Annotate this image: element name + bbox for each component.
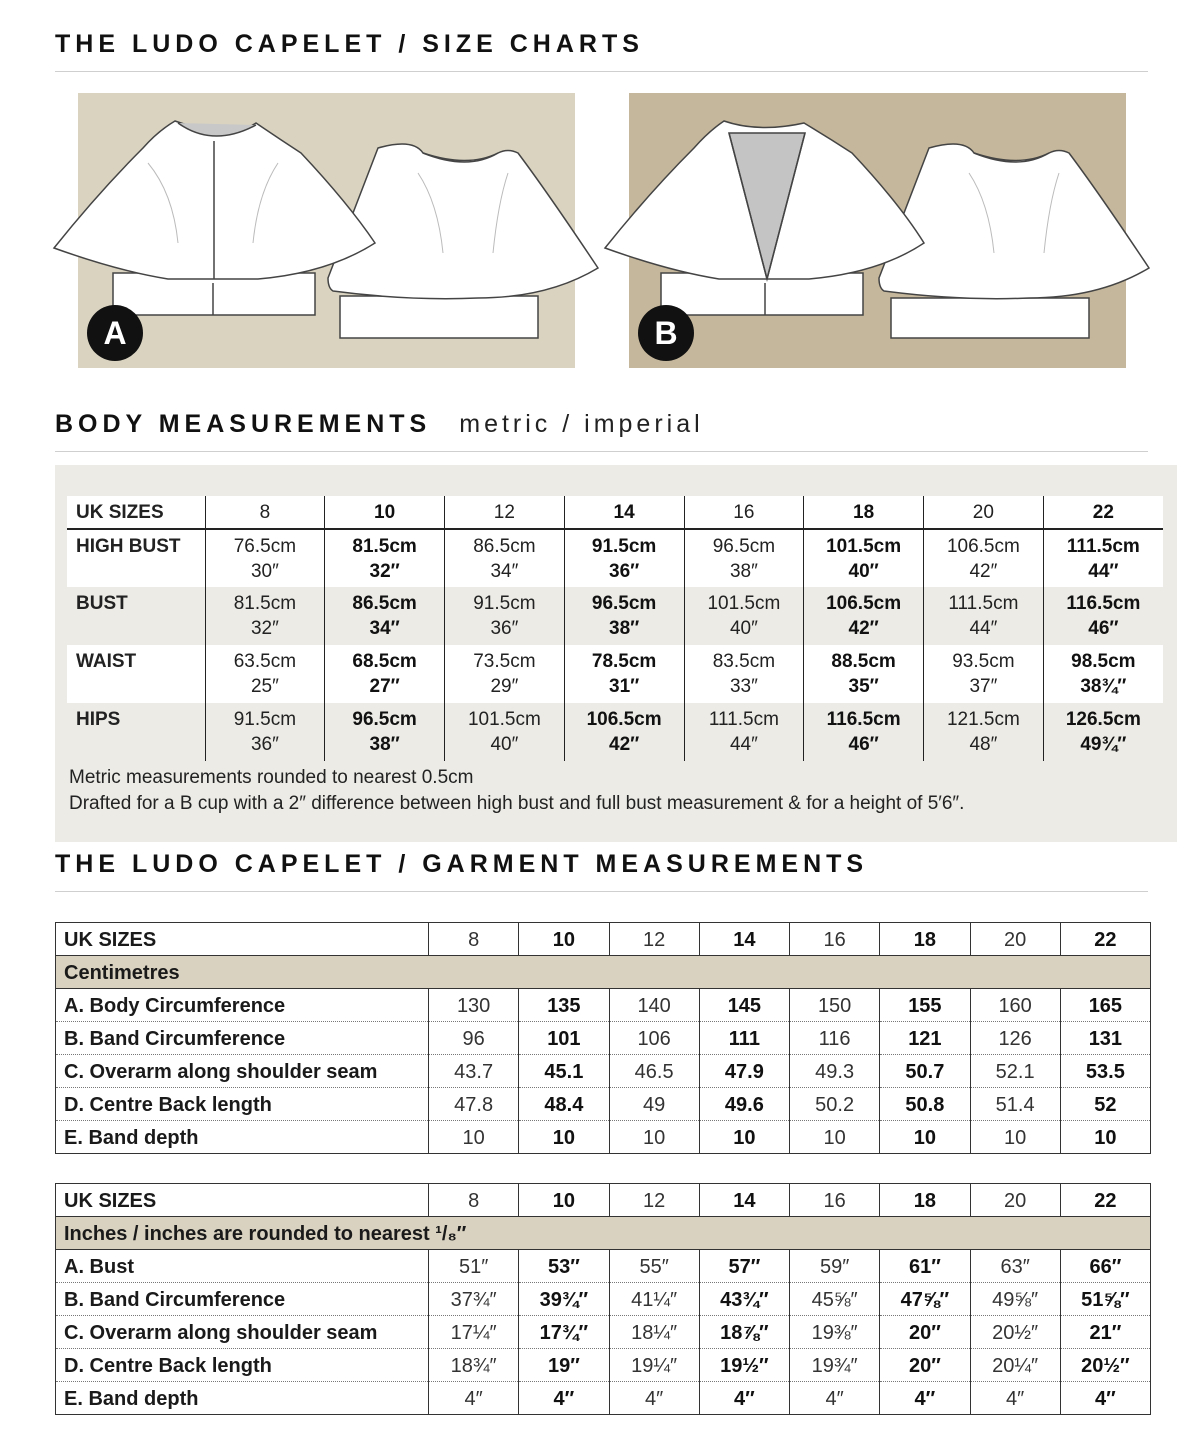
garment-measurement-row [56,1316,1151,1349]
imperial-value: 42″ [969,561,998,582]
measurement-cell [804,529,924,587]
size-header-cell: 14 [564,496,684,529]
measurement-value: 19¾″ [790,1349,880,1382]
measurement-value: 52.1 [970,1055,1060,1088]
measurement-value: 10 [519,1121,609,1154]
measurement-cell [325,587,445,645]
metric-value: 68.5cm [352,651,417,672]
unit-label: Centimetres [56,956,1151,989]
measurement-value: 43.7 [429,1055,519,1088]
size-header-cell: 20 [970,1184,1060,1217]
unit-label: Inches / inches are rounded to nearest ¹/₈″ [56,1217,1151,1250]
measurement-value: 150 [790,989,880,1022]
measurement-value: 140 [609,989,699,1022]
metric-value: 101.5cm [467,709,541,730]
measurement-cell [564,587,684,645]
measurement-value: 63″ [970,1250,1060,1283]
measurement-label: C. Overarm along shoulder seam [56,1316,429,1349]
measurement-value: 49 [609,1088,699,1121]
measurement-value: 20″ [880,1316,970,1349]
imperial-value: 46″ [1088,618,1119,639]
garment-measurements-heading: THE LUDO CAPELET / GARMENT MEASUREMENTS [55,850,869,878]
measurement-value: 47.8 [429,1088,519,1121]
body-measurements-panel [55,465,1177,842]
body-measurement-row [67,529,1163,587]
garment-measurement-row [56,1055,1151,1088]
measurement-cell [924,645,1044,703]
measurement-cell [325,645,445,703]
garment-measurement-row [56,989,1151,1022]
imperial-value: 34″ [369,618,400,639]
unit-row [56,1217,1151,1250]
size-header-cell: 12 [445,496,565,529]
metric-value: 76.5cm [233,536,297,557]
measurement-label: B. Band Circumference [56,1283,429,1316]
size-header-cell: 16 [684,496,804,529]
size-header-cell: 12 [609,923,699,956]
metric-value: 86.5cm [473,536,536,557]
measurement-value: 59″ [790,1250,880,1283]
units-label: metric / imperial [459,410,704,438]
imperial-value: 32″ [250,618,279,639]
metric-value: 86.5cm [352,593,417,614]
metric-value: 91.5cm [591,536,657,557]
imperial-value: 49¾″ [1080,734,1127,755]
size-header-cell: 22 [1043,496,1163,529]
measurement-value: 121 [880,1022,970,1055]
garment-sizes-header-row [56,923,1151,956]
measurement-value: 20½″ [1060,1349,1150,1382]
measurement-value: 47.9 [699,1055,789,1088]
measurement-value: 52 [1060,1088,1150,1121]
measurement-value: 17¾″ [519,1316,609,1349]
measurement-label: D. Centre Back length [56,1349,429,1382]
imperial-value: 38″ [369,734,400,755]
imperial-value: 40″ [729,618,758,639]
garment-cm-table [55,922,1151,1154]
imperial-value: 38″ [729,561,758,582]
measurement-cell [205,645,325,703]
size-header-cell: 8 [205,496,325,529]
metric-value: 96.5cm [352,709,417,730]
measurement-value: 18¾″ [429,1349,519,1382]
imperial-value: 40″ [490,734,519,755]
imperial-value: 36″ [490,618,519,639]
title-divider [55,71,1148,72]
measurement-value: 4″ [880,1382,970,1415]
metric-value: 101.5cm [826,536,902,557]
view-a-illustration [78,93,575,368]
page-title: THE LUDO CAPELET / SIZE CHARTS [55,30,644,58]
body-divider [55,451,1148,452]
measurement-cell [564,645,684,703]
measurement-cell [684,529,804,587]
measurement-value: 48.4 [519,1088,609,1121]
measurement-label: HIPS [67,703,205,761]
imperial-value: 32″ [369,561,400,582]
metric-value: 101.5cm [707,593,781,614]
metric-value: 91.5cm [233,709,297,730]
measurement-value: 18¼″ [609,1316,699,1349]
imperial-value: 31″ [609,676,640,697]
measurement-cell [924,587,1044,645]
measurement-value: 50.2 [790,1088,880,1121]
measurement-value: 53.5 [1060,1055,1150,1088]
metric-value: 111.5cm [948,593,1019,614]
imperial-value: 42″ [609,734,640,755]
measurement-value: 106 [609,1022,699,1055]
measurement-value: 51″ [429,1250,519,1283]
imperial-value: 36″ [609,561,640,582]
measurement-value: 53″ [519,1250,609,1283]
metric-value: 121.5cm [946,709,1020,730]
measurement-value: 4″ [519,1382,609,1415]
body-measurement-row [67,703,1163,761]
measurement-value: 57″ [699,1250,789,1283]
metric-value: 83.5cm [712,651,776,672]
measurement-value: 96 [429,1022,519,1055]
measurement-value: 4″ [1060,1382,1150,1415]
metric-value: 96.5cm [712,536,776,557]
metric-value: 116.5cm [826,709,901,730]
measurement-value: 46.5 [609,1055,699,1088]
view-b-badge: B [638,305,694,361]
measurement-cell [205,703,325,761]
size-header-cell: 20 [970,923,1060,956]
measurement-cell [445,529,565,587]
metric-value: 116.5cm [1066,593,1141,614]
metric-value: 63.5cm [233,651,297,672]
imperial-value: 34″ [490,561,519,582]
measurement-cell [205,529,325,587]
measurement-value: 19⅜″ [790,1316,880,1349]
imperial-value: 29″ [490,676,519,697]
size-header-cell: 18 [880,923,970,956]
garment-measurement-row [56,1349,1151,1382]
garment-measurement-row [56,1250,1151,1283]
metric-value: 106.5cm [946,536,1020,557]
measurement-label: B. Band Circumference [56,1022,429,1055]
imperial-value: 25″ [250,676,279,697]
measurement-cell [564,703,684,761]
measurement-value: 160 [970,989,1060,1022]
measurement-value: 145 [699,989,789,1022]
measurement-cell [684,703,804,761]
measurement-value: 165 [1060,989,1150,1022]
measurement-value: 10 [880,1121,970,1154]
measurement-cell [205,587,325,645]
imperial-value: 40″ [848,561,879,582]
measurement-value: 10 [970,1121,1060,1154]
measurement-cell [684,645,804,703]
measurement-value: 4″ [790,1382,880,1415]
metric-value: 78.5cm [591,651,657,672]
measurement-value: 49.3 [790,1055,880,1088]
garment-measurement-row [56,1283,1151,1316]
measurement-cell [445,703,565,761]
measurement-value: 4″ [609,1382,699,1415]
measurement-cell [1043,645,1163,703]
size-header-cell: 18 [804,496,924,529]
sizes-header-row [67,496,1163,529]
unit-row [56,956,1151,989]
imperial-value: 36″ [250,734,279,755]
measurement-cell [445,587,565,645]
measurement-value: 20¼″ [970,1349,1060,1382]
size-header-cell: 20 [924,496,1044,529]
measurement-cell [445,645,565,703]
metric-value: 93.5cm [952,651,1015,672]
measurement-value: 47⅝″ [880,1283,970,1316]
measurement-value: 50.7 [880,1055,970,1088]
measurement-value: 17¼″ [429,1316,519,1349]
measurement-value: 19¼″ [609,1349,699,1382]
metric-value: 111.5cm [1066,536,1140,557]
measurement-value: 126 [970,1022,1060,1055]
body-measurements-heading: BODY MEASUREMENTS metric / imperial [55,410,704,438]
size-header-cell: 10 [519,1184,609,1217]
garment-measurement-row [56,1382,1151,1415]
garment-inches-table [55,1183,1151,1415]
garment-sizes-header-row [56,1184,1151,1217]
imperial-value: 33″ [729,676,758,697]
capelet-b-drawing [629,93,1126,368]
garment-measurement-row [56,1121,1151,1154]
measurement-cell [1043,587,1163,645]
metric-value: 111.5cm [708,709,779,730]
imperial-value: 37″ [969,676,998,697]
size-header-cell: 14 [699,1184,789,1217]
imperial-value: 44″ [1088,561,1119,582]
measurement-value: 18⅞″ [699,1316,789,1349]
measurement-label: E. Band depth [64,1126,199,1149]
metric-value: 106.5cm [826,593,902,614]
measurement-label: E. Band depth [64,1387,199,1410]
measurement-cell [804,645,924,703]
measurement-value: 55″ [609,1250,699,1283]
sizes-header-label: UK SIZES [67,496,205,529]
metric-value: 81.5cm [352,536,417,557]
capelet-a-drawing [78,93,575,368]
body-measurement-row [67,645,1163,703]
size-header-cell: 8 [429,1184,519,1217]
measurement-value: 20″ [880,1349,970,1382]
measurement-value: 111 [699,1022,789,1055]
measurement-value: 10 [429,1121,519,1154]
measurement-value: 66″ [1060,1250,1150,1283]
sizes-header-label: UK SIZES [56,1184,429,1217]
imperial-value: 44″ [969,618,998,639]
measurement-value: 51⅝″ [1060,1283,1150,1316]
imperial-value: 30″ [250,561,279,582]
measurement-cell [325,703,445,761]
imperial-value: 42″ [848,618,879,639]
measurement-value: 39¾″ [519,1283,609,1316]
measurement-cell [564,529,684,587]
measurement-value: 131 [1060,1022,1150,1055]
measurement-value: 49.6 [699,1088,789,1121]
measurement-label: A. Body Circumference [56,989,429,1022]
measurement-value: 10 [790,1121,880,1154]
metric-value: 106.5cm [586,709,662,730]
measurement-value: 37¾″ [429,1283,519,1316]
size-header-cell: 22 [1060,923,1150,956]
measurement-value: 4″ [699,1382,789,1415]
measurement-value: 10 [1060,1121,1150,1154]
sizes-header-label: UK SIZES [56,923,429,956]
measurement-value: 20½″ [970,1316,1060,1349]
imperial-value: 27″ [369,676,400,697]
measurement-label: C. Overarm along shoulder seam [56,1055,429,1088]
measurement-value: 135 [519,989,609,1022]
size-header-cell: 8 [429,923,519,956]
measurement-cell [804,587,924,645]
view-b-illustration [629,93,1126,368]
measurement-label: WAIST [67,645,205,703]
measurement-label: D. Centre Back length [56,1088,429,1121]
drafting-note: Drafted for a B cup with a 2″ difference between high bust and full bust measurement & for a height of 5′6″. [69,793,965,814]
size-header-cell: 22 [1060,1184,1150,1217]
measurement-value: 101 [519,1022,609,1055]
imperial-value: 48″ [969,734,998,755]
measurement-value: 4″ [970,1382,1060,1415]
garment-measurement-row [56,1022,1151,1055]
measurement-value: 61″ [880,1250,970,1283]
size-header-cell: 10 [519,923,609,956]
measurement-value: 50.8 [880,1088,970,1121]
measurement-cell [924,529,1044,587]
size-header-cell: 18 [880,1184,970,1217]
view-a-badge: A [87,305,143,361]
size-header-cell: 16 [790,923,880,956]
size-header-cell: 16 [790,1184,880,1217]
metric-value: 73.5cm [473,651,536,672]
measurement-value: 51.4 [970,1088,1060,1121]
measurement-value: 49⅝″ [970,1283,1060,1316]
body-measurements-table [67,496,1163,761]
measurement-value: 21″ [1060,1316,1150,1349]
measurement-value: 4″ [429,1382,519,1415]
measurement-value: 130 [429,989,519,1022]
imperial-value: 38¾″ [1080,676,1127,697]
measurement-value: 41¼″ [609,1283,699,1316]
measurement-value: 10 [699,1121,789,1154]
metric-value: 88.5cm [831,651,896,672]
measurement-value: 19″ [519,1349,609,1382]
imperial-value: 46″ [848,734,879,755]
measurement-value: 155 [880,989,970,1022]
measurement-value: 45.1 [519,1055,609,1088]
size-header-cell: 14 [699,923,789,956]
size-header-cell: 12 [609,1184,699,1217]
measurement-value: 116 [790,1022,880,1055]
measurement-label: A. Bust [56,1250,429,1283]
size-header-cell: 10 [325,496,445,529]
measurement-label: HIGH BUST [67,529,205,587]
metric-value: 126.5cm [1065,709,1141,730]
imperial-value: 35″ [848,676,879,697]
metric-value: 91.5cm [473,593,536,614]
metric-value: 81.5cm [233,593,297,614]
imperial-value: 38″ [609,618,640,639]
measurement-cell [684,587,804,645]
imperial-value: 44″ [729,734,758,755]
body-measurement-row [67,587,1163,645]
measurement-cell [1043,703,1163,761]
measurement-value: 19½″ [699,1349,789,1382]
measurement-value: 45⅝″ [790,1283,880,1316]
metric-value: 98.5cm [1071,651,1136,672]
measurement-cell [924,703,1044,761]
metric-rounding-note: Metric measurements rounded to nearest 0.5cm [69,767,474,788]
garment-measurement-row [56,1088,1151,1121]
measurement-cell [325,529,445,587]
measurement-cell [804,703,924,761]
metric-value: 96.5cm [591,593,657,614]
measurement-cell [1043,529,1163,587]
measurement-value: 10 [609,1121,699,1154]
garment-divider [55,891,1148,892]
measurement-value: 43¾″ [699,1283,789,1316]
measurement-label: BUST [67,587,205,645]
